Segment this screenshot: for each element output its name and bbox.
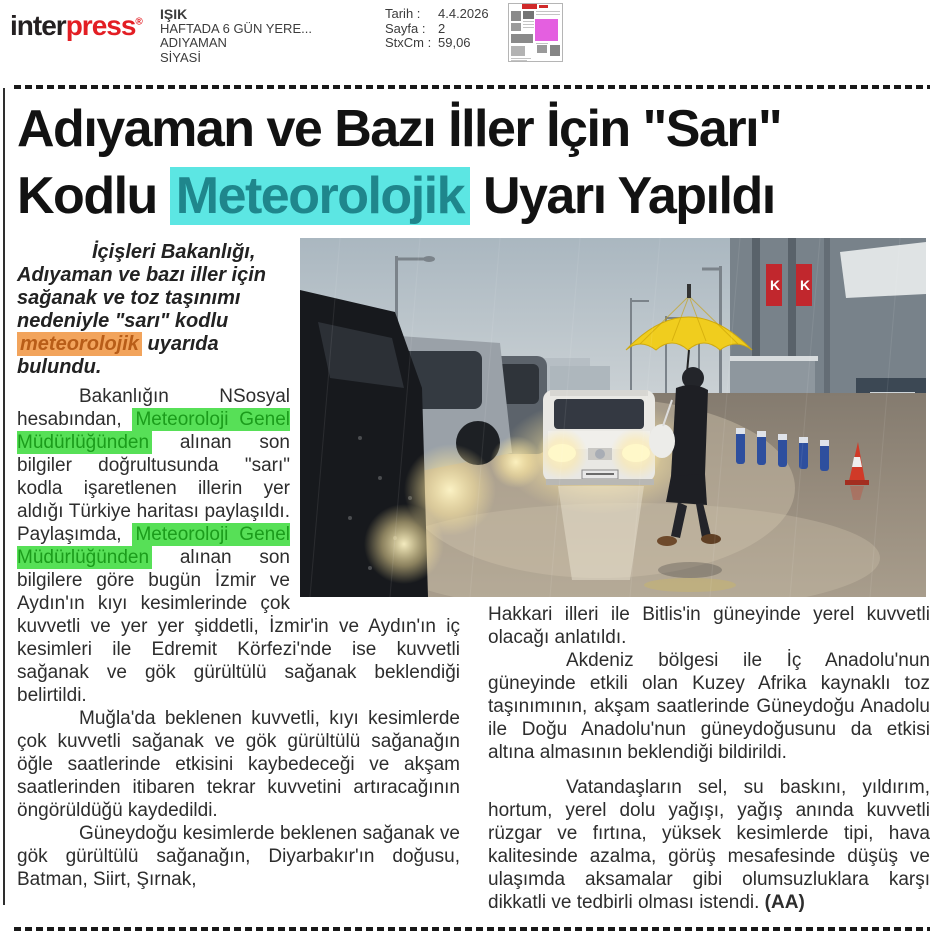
body-paragraph: [488, 603, 930, 649]
text-segment: Meteoroloji Genel Müdürlüğünden: [17, 524, 290, 568]
text-segment: alınan son bilgilere göre bugün İzmir ve Aydın'ın kıyı kesimlerinde çok kuvvetli ve yer yer şiddetli, İzmir'in ve Aydın'ın iç kesimleri ile Edremit Körfezi'nde ise kuvvetli sağanak ve gök gürültülü sağanak beklendiği belirtildi.: [17, 547, 460, 706]
interpress-logo: [10, 10, 142, 42]
text-segment: İçişleri Bakanlığı, Adıyaman ve bazı iller için sağanak ve toz taşınımı nedeniyle "sarı" kodlu: [17, 241, 266, 332]
publication-line: HAFTADA 6 GÜN YERE...: [160, 20, 312, 36]
meta-value: 4.4.2026: [438, 6, 489, 21]
meta-label: Tarih :: [385, 6, 421, 21]
right-column: [488, 603, 930, 914]
text-segment: Uyarı Yapıldı: [470, 167, 775, 225]
meta-value: 2: [438, 20, 446, 36]
svg-text:K: K: [770, 277, 781, 293]
text-segment: Meteoroloji Genel Müdürlüğünden: [17, 409, 290, 453]
text-segment: Meteorolojik: [170, 167, 470, 225]
meta-label: Sayfa :: [385, 20, 426, 36]
text-segment: Hakkari illeri ile Bitlis'in güneyinde yerel kuvvetli olacağı anlatıldı.: [488, 604, 930, 648]
thumbnail-graphic: [508, 3, 563, 62]
article-headline: [17, 96, 930, 230]
text-segment: Akdeniz bölgesi ile İç Anadolu'nun güneyinde etkili olan Kuzey Afrika kaynaklı toz taşınımının, akşam saatlerinde Güneydoğu Anadolu ile Doğu Anadolu'nun güneydoğusunu da etkisi altına almasının beklendiği bildirildi.: [488, 650, 930, 763]
white-handbag: [649, 424, 675, 458]
registered-mark: ®: [135, 16, 142, 28]
text-segment: Muğla'da beklenen kuvvetli, kıyı kesimlerde çok kuvvetli sağanak ve gök gürültülü sağanağın öğle saatlerinde etkisini kaybedeceği ve akşam saatlerinden itibaren tekrar kuvvetini artıracağının öngörüldüğü kaydedildi.: [17, 708, 460, 821]
clipping-meta: [385, 7, 489, 51]
text-segment: Bakanlığın NSosyal hesabından,: [17, 386, 290, 430]
publication-line: SİYASİ: [160, 49, 201, 65]
top-dashed-separator: [14, 85, 930, 89]
headline-line: [17, 163, 930, 230]
publication-info: [160, 7, 312, 65]
body-paragraph: [488, 649, 930, 764]
svg-text:K: K: [800, 277, 811, 293]
meta-row: [385, 36, 489, 51]
left-column: [17, 241, 460, 891]
meta-value: 59,06: [438, 35, 471, 50]
text-segment: alınan son bilgiler doğrultusunda "sarı" kodla işaretlenen illerin yer aldığı Türkiye haritası paylaşıldı. Paylaşımda,: [17, 432, 290, 545]
text-segment: Güneydoğu kesimlerde beklenen sağanak ve gök gürültülü sağanağın, Diyarbakır'ın doğusu, Batman, Siirt, Şırnak,: [17, 823, 460, 890]
text-segment: Vatandaşların sel, su baskını, yıldırım, hortum, yerel dolu yağışı, yağış anında kuvvetli rüzgar ve fırtına, yüksek kesimlerde tipi, hava kalitesinde azalma, görüş mesafesinde düşüş ve ulaşımda aksamalar gibi olumsuzluklara karşı dikkatli ve tedbirli olması istendi.: [488, 777, 930, 913]
meta-label: StxCm :: [385, 35, 432, 50]
body-paragraph: [17, 707, 460, 822]
coat: [671, 385, 708, 480]
body-paragraph: [488, 776, 930, 914]
publication-line: ADIYAMAN: [160, 35, 227, 50]
logo-red: press: [65, 10, 136, 41]
meta-row: [385, 7, 489, 22]
logo-black: inter: [10, 10, 66, 41]
meta-row: [385, 22, 489, 37]
shoe: [701, 534, 721, 544]
shoe: [657, 536, 677, 546]
text-segment: Kodlu: [17, 167, 170, 225]
publication-lines: [160, 22, 312, 66]
text-segment: uyarıda bulundu.: [17, 333, 219, 378]
body-paragraph: [17, 822, 460, 891]
photo-spacer: [290, 241, 460, 611]
text-segment: (AA): [764, 892, 805, 913]
text-segment: meteorolojik: [17, 332, 142, 356]
bottom-dashed-separator: [14, 927, 930, 931]
headline-line: [17, 96, 930, 163]
publication-name: IŞIK: [160, 6, 188, 22]
newspaper-page-thumbnail: [508, 3, 563, 62]
text-segment: Adıyaman ve Bazı İller İçin "Sarı": [17, 100, 782, 158]
left-clip-border: [3, 88, 5, 905]
